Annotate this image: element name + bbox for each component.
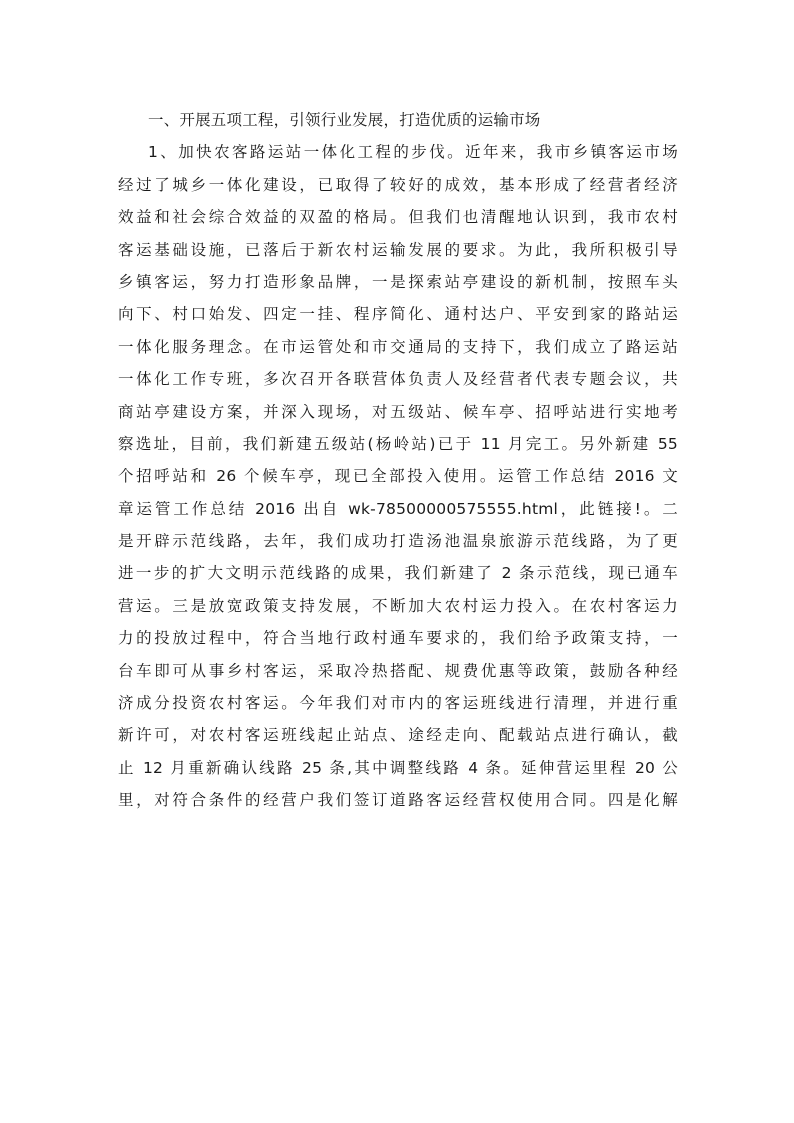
paragraph-line: 经过了城乡一体化建设，已取得了较好的成效，基本形成了经营者经济 bbox=[118, 175, 678, 194]
paragraph-line: 台车即可从事乡村客运，采取冷热搭配、规费优惠等政策，鼓励各种经 bbox=[118, 661, 678, 680]
paragraph-line: 个招呼站和 26 个候车亭，现已全部投入使用。运管工作总结 2016 文 bbox=[118, 467, 678, 486]
paragraph-line: 里，对符合条件的经营户我们签订道路客运经营权使用合同。四是化解 bbox=[118, 791, 678, 810]
paragraph-line: 察选址，目前，我们新建五级站(杨岭站)已于 11 月完工。另外新建 55 bbox=[118, 434, 678, 453]
paragraph-line: 新许可，对农村客运班线起止站点、途经走向、配载站点进行确认，截 bbox=[118, 726, 678, 745]
paragraph-line: 营运。三是放宽政策支持发展，不断加大农村运力投入。在农村客运力 bbox=[118, 596, 678, 615]
paragraph-line: 一体化工作专班，多次召开各联营体负责人及经营者代表专题会议，共 bbox=[118, 370, 678, 389]
paragraph-line: 济成分投资农村客运。今年我们对市内的客运班线进行清理，并进行重 bbox=[118, 694, 678, 713]
body-paragraph bbox=[118, 136, 678, 816]
paragraph-line: 向下、村口始发、四定一挂、程序简化、通村达户、平安到家的路站运 bbox=[118, 305, 678, 324]
paragraph-line: 力的投放过程中，符合当地行政村通车要求的，我们给予政策支持，一 bbox=[118, 629, 678, 648]
paragraph-line: 乡镇客运，努力打造形象品牌，一是探索站亭建设的新机制，按照车头 bbox=[118, 272, 678, 291]
paragraph-line: 一体化服务理念。在市运管处和市交通局的支持下，我们成立了路运站 bbox=[118, 337, 678, 356]
section-heading: 一、开展五项工程，引领行业发展，打造优质的运输市场 bbox=[148, 111, 541, 129]
document-body bbox=[118, 104, 678, 817]
paragraph-line: 是开辟示范线路，去年，我们成功打造汤池温泉旅游示范线路，为了更 bbox=[118, 532, 678, 551]
paragraph-line: 效益和社会综合效益的双盈的格局。但我们也清醒地认识到，我市农村 bbox=[118, 208, 678, 227]
paragraph-line: 进一步的扩大文明示范线路的成果，我们新建了 2 条示范线，现已通车 bbox=[118, 564, 678, 583]
paragraph-line: 章运管工作总结 2016 出自 wk-78500000575555.html，此链接!。二 bbox=[118, 499, 678, 518]
paragraph-line: 商站亭建设方案，并深入现场，对五级站、候车亭、招呼站进行实地考 bbox=[118, 402, 678, 421]
paragraph-line: 客运基础设施，已落后于新农村运输发展的要求。为此，我所积极引导 bbox=[118, 240, 678, 259]
paragraph-line: 止 12 月重新确认线路 25 条,其中调整线路 4 条。延伸营运里程 20 公 bbox=[118, 758, 678, 777]
paragraph-line: 1、加快农客路运站一体化工程的步伐。近年来，我市乡镇客运市场 bbox=[148, 143, 678, 162]
